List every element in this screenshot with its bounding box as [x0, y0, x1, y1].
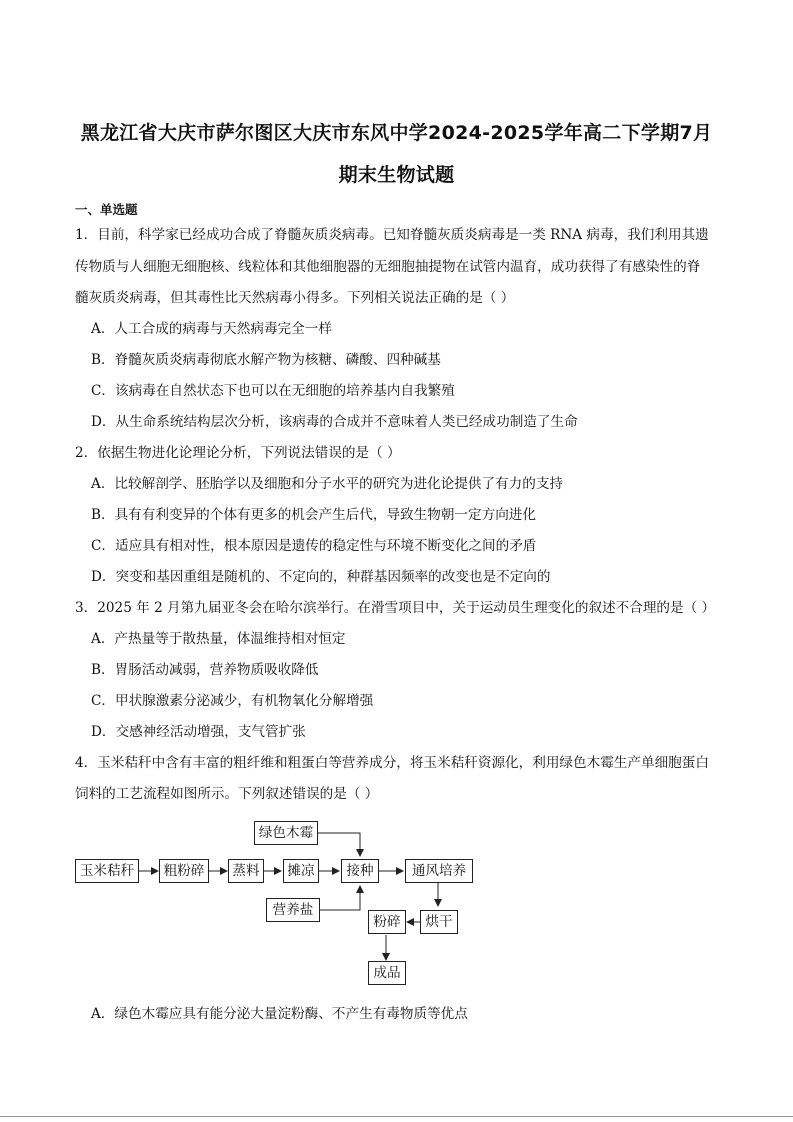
box-green-mold: 绿色木霉 [254, 821, 318, 845]
q1-stem-line2: 传物质与人细胞无细胞核、线粒体和其他细胞器的无细胞抽提物在试管内温育，成功获得了有感染性的脊 [75, 259, 701, 275]
box-steam: 蒸料 [228, 859, 264, 883]
q3-option-b: B．胃肠活动减弱，营养物质吸收降低 [91, 662, 319, 678]
q1-option-d: D．从生命系统结构层次分析，该病毒的合成并不意味着人类已经成功制造了生命 [91, 414, 578, 430]
q1-option-b: B．脊髓灰质炎病毒彻底水解产物为核糖、磷酸、四种碱基 [91, 352, 441, 368]
q2-stem: 2．依据生物进化论理论分析，下列说法错误的是（ ） [75, 445, 401, 461]
q3-stem: 3．2025 年 2 月第九届亚冬会在哈尔滨举行。在滑雪项目中，关于运动员生理变化的叙述不合理的是（ ） [75, 600, 716, 616]
q4-stem-line1: 4．玉米秸秆中含有丰富的粗纤维和粗蛋白等营养成分，将玉米秸秆资源化，利用绿色木霉生产单细胞蛋白 [75, 755, 709, 771]
q4-option-a: A．绿色木霉应具有能分泌大量淀粉酶、不产生有毒物质等优点 [91, 1006, 468, 1022]
q3-option-a: A．产热量等于散热量，体温维持相对恒定 [91, 631, 346, 647]
page-bottom-divider [0, 1116, 793, 1117]
page-title-line2: 期末生物试题 [338, 164, 455, 186]
section-heading: 一、单选题 [75, 202, 138, 217]
box-product: 成品 [368, 961, 406, 985]
q2-option-d: D．突变和基因重组是随机的、不定向的，种群基因频率的改变也是不定向的 [91, 569, 551, 585]
q1-option-c: C．该病毒在自然状态下也可以在无细胞的培养基内自我繁殖 [91, 383, 455, 399]
box-corn-stalk: 玉米秸秆 [75, 859, 139, 883]
q1-stem-line3: 髓灰质炎病毒，但其毒性比天然病毒小得多。下列相关说法正确的是（ ） [75, 290, 515, 306]
box-aerated-culture: 通风培养 [405, 859, 473, 883]
box-grind: 粉碎 [368, 910, 406, 934]
q2-option-b: B．具有有利变异的个体有更多的机会产生后代，导致生物朝一定方向进化 [91, 507, 536, 523]
box-spread-cool: 摊凉 [283, 859, 319, 883]
q2-option-c: C．适应具有相对性，根本原因是遗传的稳定性与环境不断变化之间的矛盾 [91, 538, 537, 554]
q3-option-d: D．交感神经活动增强，支气管扩张 [91, 724, 306, 740]
q3-option-c: C．甲状腺激素分泌减少，有机物氧化分解增强 [91, 693, 374, 709]
arrow-mold-to-inoculate [318, 833, 360, 856]
arrow-salt-to-inoculate [320, 886, 360, 910]
q1-stem-line1: 1．目前，科学家已经成功合成了脊髓灰质炎病毒。已知脊髓灰质炎病毒是一类 RNA 病毒，我们利用其遗 [75, 227, 709, 243]
box-nutrient-salt: 营养盐 [266, 898, 320, 922]
page-title-line1: 黑龙江省大庆市萨尔图区大庆市东风中学2024-2025学年高二下学期7月 [80, 122, 713, 144]
q1-option-a: A．人工合成的病毒与天然病毒完全一样 [91, 321, 332, 337]
box-inoculate: 接种 [341, 859, 379, 883]
q4-stem-line2: 饲料的工艺流程如图所示。下列叙述错误的是（ ） [75, 786, 379, 802]
q2-option-a: A．比较解剖学、胚胎学以及细胞和分子水平的研究为进化论提供了有力的支持 [91, 476, 564, 492]
box-dry: 烘干 [420, 910, 458, 934]
box-coarse-crush: 粗粉碎 [159, 859, 209, 883]
